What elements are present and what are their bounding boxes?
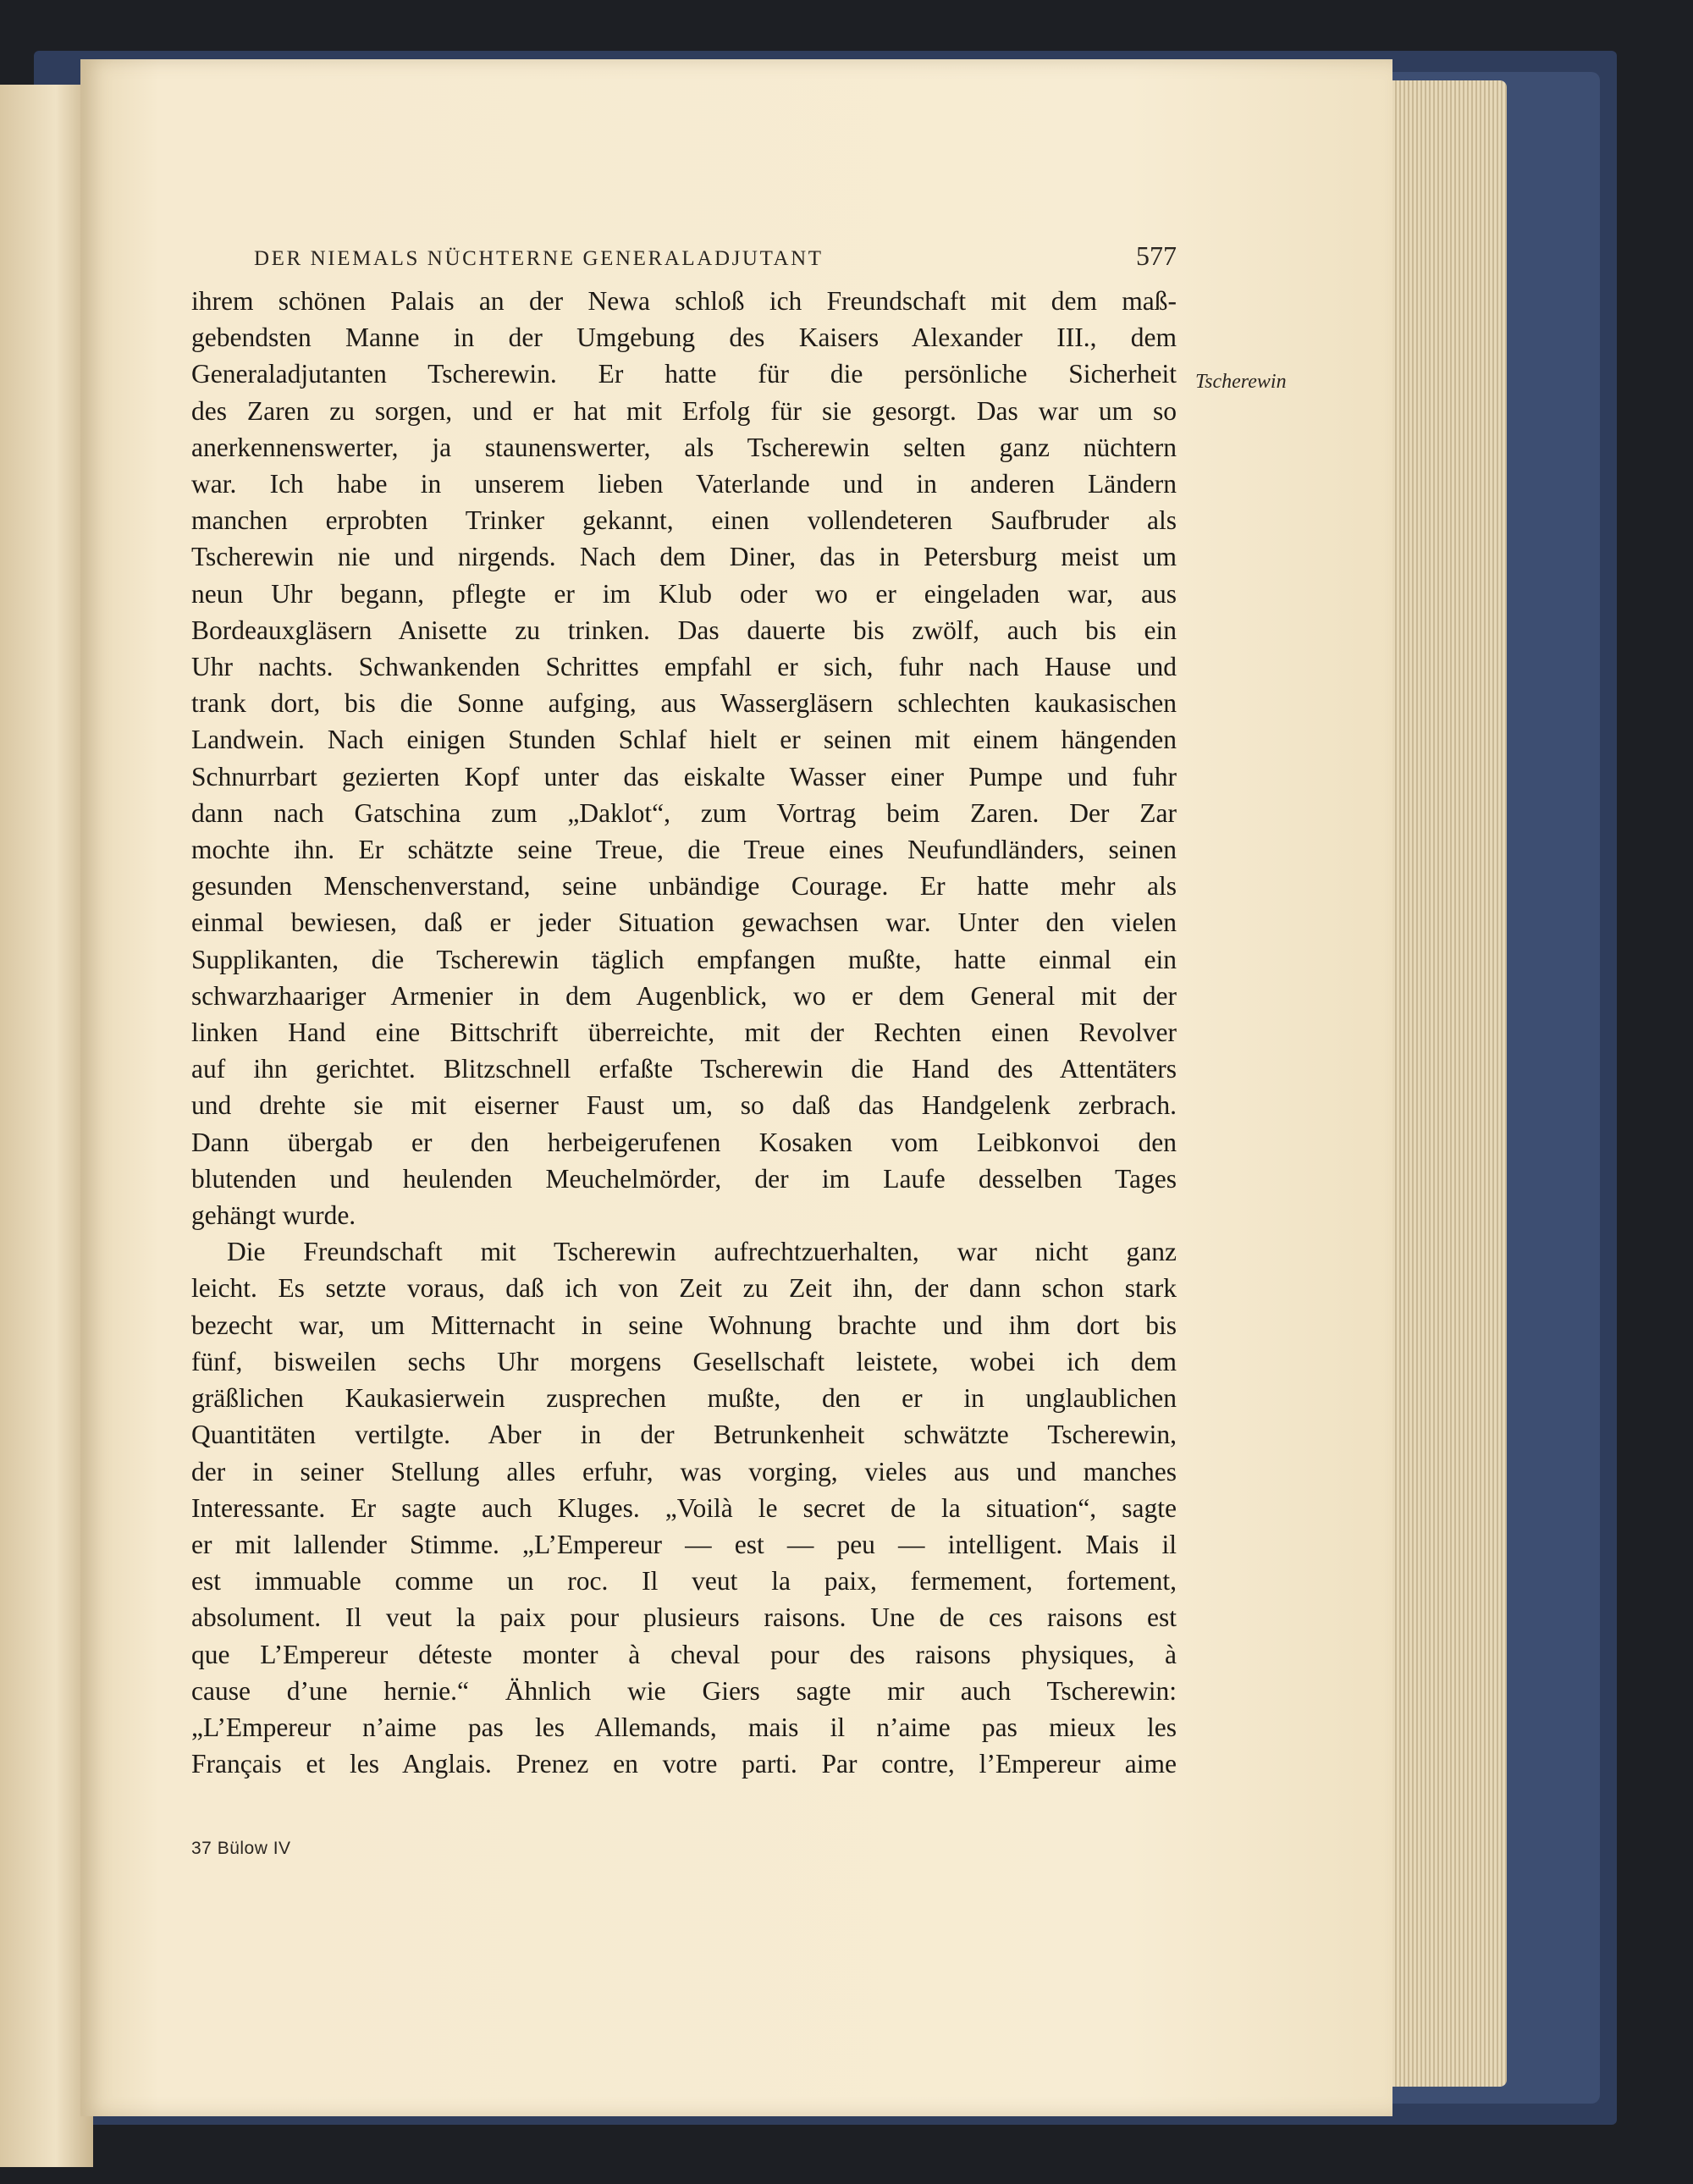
text-line: cause d’une hernie.“ Ähnlich wie Giers sagte mir auch Tscherewin: bbox=[191, 1675, 1177, 1706]
text-line: gräßlichen Kaukasierwein zusprechen mußte, den er in unglaublichen bbox=[191, 1383, 1177, 1414]
text-line: gehängt wurde. bbox=[191, 1200, 356, 1231]
text-line: leicht. Es setzte voraus, daß ich von Zeit zu Zeit ihn, der dann schon stark bbox=[191, 1273, 1177, 1304]
text-line: war. Ich habe in unserem lieben Vaterlande und in anderen Ländern bbox=[191, 469, 1177, 499]
text-line: anerkennenswerter, ja staunenswerter, als Tscherewin selten ganz nüchtern bbox=[191, 432, 1177, 462]
text-line: fünf, bisweilen sechs Uhr morgens Gesellschaft leistete, wobei ich dem bbox=[191, 1346, 1177, 1376]
text-line: Quantitäten vertilgte. Aber in der Betrunkenheit schwätzte Tscherewin, bbox=[191, 1420, 1177, 1450]
body-text bbox=[191, 283, 1177, 1782]
text-line: auf ihn gerichtet. Blitzschnell erfaßte Tscherewin die Hand des Attentäters bbox=[191, 1054, 1177, 1084]
text-line: „L’Empereur n’aime pas les Allemands, mais il n’aime pas mieux les bbox=[191, 1712, 1177, 1742]
text-line: Generaladjutanten Tscherewin. Er hatte für die persönliche Sicherheit bbox=[191, 359, 1177, 389]
page-stack-edge bbox=[1376, 80, 1507, 2087]
text-line: trank dort, bis die Sonne aufging, aus Wassergläsern schlechten kaukasischen bbox=[191, 688, 1177, 719]
text-line: manchen erprobten Trinker gekannt, einen vollendeteren Saufbruder als bbox=[191, 505, 1177, 536]
text-line: que L’Empereur déteste monter à cheval pour des raisons physiques, à bbox=[191, 1639, 1177, 1669]
margin-note: Tscherewin bbox=[1195, 371, 1287, 393]
text-line: linken Hand eine Bittschrift überreichte, mit der Rechten einen Revolver bbox=[191, 1018, 1177, 1048]
text-line: Uhr nachts. Schwankenden Schrittes empfahl er sich, fuhr nach Hause und bbox=[191, 652, 1177, 682]
text-line: schwarzhaariger Armenier in dem Augenblick, wo er dem General mit der bbox=[191, 980, 1177, 1011]
text-line: absolument. Il veut la paix pour plusieurs raisons. Une de ces raisons est bbox=[191, 1602, 1177, 1633]
text-line: Landwein. Nach einigen Stunden Schlaf hielt er seinen mit einem hängenden bbox=[191, 725, 1177, 755]
text-line: Bordeauxgläsern Anisette zu trinken. Das dauerte bis zwölf, auch bis ein bbox=[191, 615, 1177, 645]
text-line: der in seiner Stellung alles erfuhr, was vorging, vieles aus und manches bbox=[191, 1456, 1177, 1486]
text-line: neun Uhr begann, pflegte er im Klub oder wo er eingeladen war, aus bbox=[191, 578, 1177, 609]
text-line: gesunden Menschenverstand, seine unbändige Courage. Er hatte mehr als bbox=[191, 871, 1177, 902]
text-line: Schnurrbart gezierten Kopf unter das eiskalte Wasser einer Pumpe und fuhr bbox=[191, 761, 1177, 791]
text-line: Interessante. Er sagte auch Kluges. „Voilà le secret de la situation“, sagte bbox=[191, 1492, 1177, 1523]
text-line: Dann übergab er den herbeigerufenen Kosaken vom Leibkonvoi den bbox=[191, 1127, 1177, 1157]
running-head bbox=[254, 240, 1177, 272]
running-head-title: DER NIEMALS NÜCHTERNE GENERALADJUTANT bbox=[254, 247, 824, 270]
left-page bbox=[0, 85, 93, 2167]
text-line: gebendsten Manne in der Umgebung des Kaisers Alexander III., dem bbox=[191, 323, 1177, 353]
text-line: dann nach Gatschina zum „Daklot“, zum Vortrag beim Zaren. Der Zar bbox=[191, 797, 1177, 828]
text-line: Français et les Anglais. Prenez en votre parti. Par contre, l’Empereur aime bbox=[191, 1749, 1177, 1779]
text-line: er mit lallender Stimme. „L’Empereur — est — peu — intelligent. Mais il bbox=[191, 1529, 1177, 1559]
text-line: des Zaren zu sorgen, und er hat mit Erfolg für sie gesorgt. Das war um so bbox=[191, 395, 1177, 426]
text-line: bezecht war, um Mitternacht in seine Wohnung brachte und ihm dort bis bbox=[191, 1310, 1177, 1340]
text-line: mochte ihn. Er schätzte seine Treue, die Treue eines Neufundländers, seinen bbox=[191, 835, 1177, 865]
text-line: Tscherewin nie und nirgends. Nach dem Diner, das in Petersburg meist um bbox=[191, 542, 1177, 572]
text-line: ihrem schönen Palais an der Newa schloß ich Freundschaft mit dem maß- bbox=[191, 286, 1177, 316]
text-line: Supplikanten, die Tscherewin täglich empfangen mußte, hatte einmal ein bbox=[191, 944, 1177, 974]
text-line: est immuable comme un roc. Il veut la paix, fermement, fortement, bbox=[191, 1566, 1177, 1597]
text-line: blutenden und heulenden Meuchelmörder, der im Laufe desselben Tages bbox=[191, 1163, 1177, 1194]
text-line: Die Freundschaft mit Tscherewin aufrechtzuerhalten, war nicht ganz bbox=[227, 1237, 1177, 1267]
page-number: 577 bbox=[1136, 240, 1177, 271]
text-line: und drehte sie mit eiserner Faust um, so daß das Handgelenk zerbrach. bbox=[191, 1090, 1177, 1121]
printer-signature: 37 Bülow IV bbox=[191, 1839, 291, 1858]
text-line: einmal bewiesen, daß er jeder Situation gewachsen war. Unter den vielen bbox=[191, 907, 1177, 938]
